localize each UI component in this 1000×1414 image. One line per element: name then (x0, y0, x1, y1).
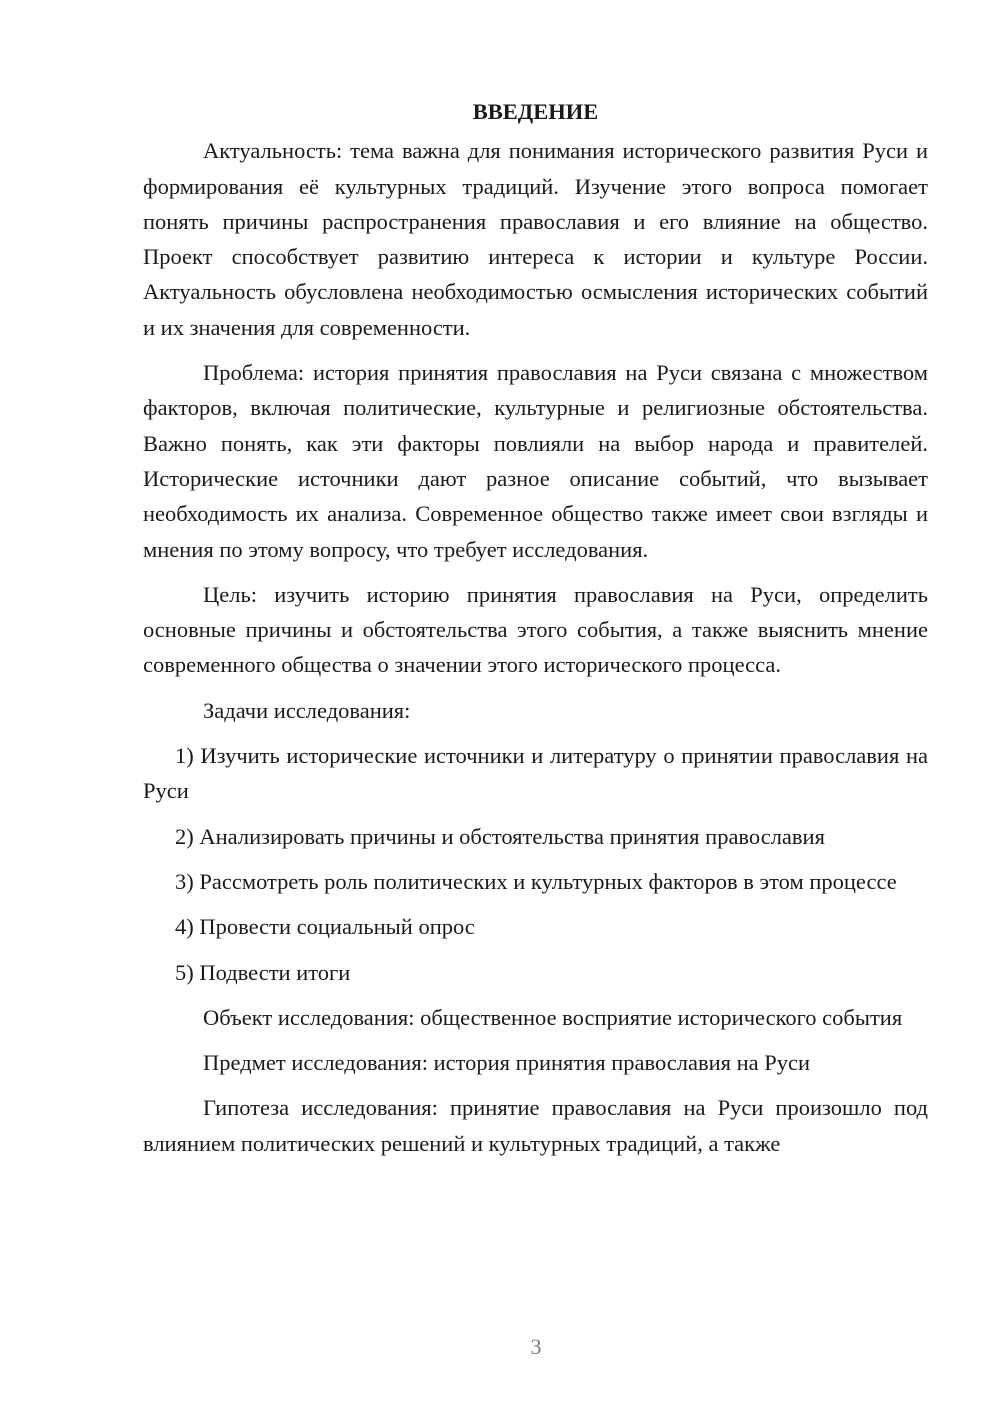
subject-paragraph: Предмет исследования: история принятия православия на Руси (203, 1050, 811, 1076)
task-item-1: 1) Изучить исторические источники и литературу о принятии православия на Руси (143, 743, 928, 804)
task-item-4: 4) Провести социальный опрос (175, 914, 475, 940)
goal-paragraph: Цель: изучить историю принятия православия на Руси, определить основные причины и обстоятельства этого события, а также выяснить мнение современного общества о значении этого исторического процесса. (143, 581, 928, 678)
page-content (143, 94, 928, 1171)
section-title: ВВЕДЕНИЕ (472, 99, 599, 124)
task-item-2: 2) Анализировать причины и обстоятельства принятия православия (175, 823, 825, 849)
relevance-paragraph: Актуальность: тема важна для понимания исторического развития Руси и формирования её культурных традиций. Изучение этого вопроса помогает понять причины распространения православия и его влияние на общество. Проект способствует развитию интереса к истории и культуре России. Актуальность обусловлена необходимостью осмысления исторических событий и их значения для современности. (143, 138, 928, 340)
page-number: 3 (530, 1334, 542, 1359)
tasks-heading: Задачи исследования: (203, 697, 411, 723)
hypothesis-paragraph: Гипотеза исследования: принятие православия на Руси произошло под влиянием политических решений и культурных традиций, а также (143, 1095, 928, 1156)
task-item-5: 5) Подвести итоги (175, 959, 351, 985)
object-paragraph: Объект исследования: общественное восприятие исторического события (203, 1004, 903, 1030)
problem-paragraph: Проблема: история принятия православия на Руси связана с множеством факторов, включая политические, культурные и религиозные обстоятельства. Важно понять, как эти факторы повлияли на выбор народа и правителей. Исторические источники дают разное описание событий, что вызывает необходимость их анализа. Современное общество также имеет свои взгляды и мнения по этому вопросу, что требует исследования. (143, 360, 928, 562)
task-item-3: 3) Рассмотреть роль политических и культурных факторов в этом процессе (175, 868, 897, 894)
